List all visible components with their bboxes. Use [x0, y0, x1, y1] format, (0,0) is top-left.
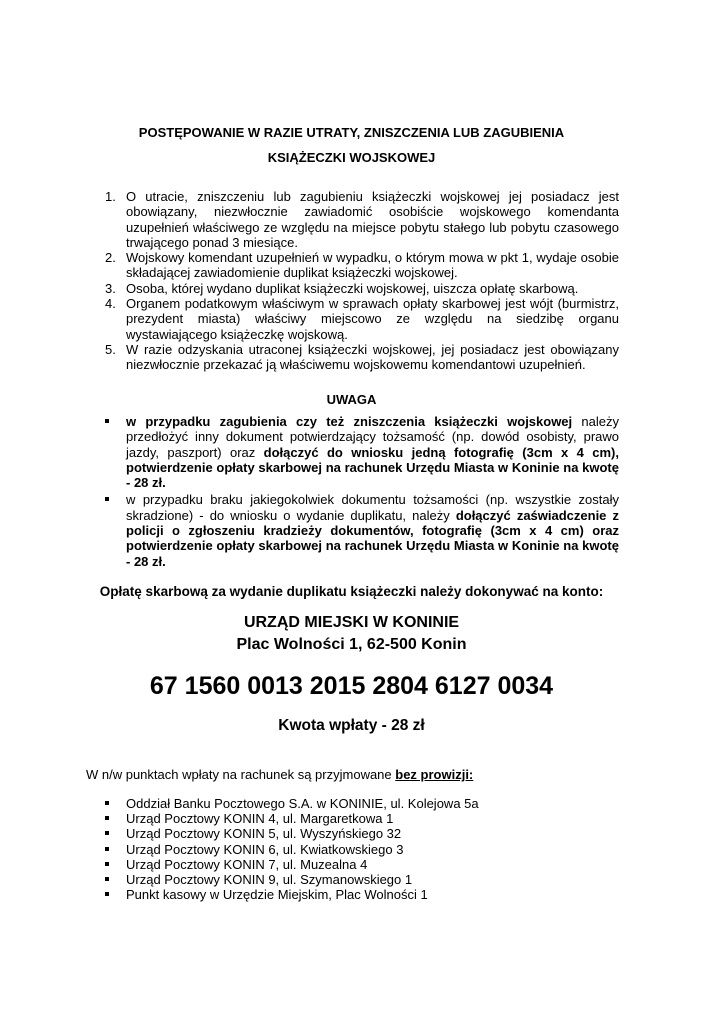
- square-bullet-icon: [105, 877, 109, 881]
- procedure-item: [105, 189, 619, 250]
- square-bullet-icon: [105, 419, 109, 423]
- item-text: Organem podatkowym właściwym w sprawach opłaty skarbowej jest wójt (burmistrz, prezydent miasta) właściwy miejscowo ze względu na siedzibę organu wystawiającego książeczkę wojskową.: [126, 296, 619, 342]
- payment-point-text: Urząd Pocztowy KONIN 9, ul. Szymanowskiego 1: [126, 872, 413, 888]
- payment-point-text: Urząd Pocztowy KONIN 4, ul. Margaretkowa 1: [126, 811, 394, 827]
- square-bullet-icon: [105, 862, 109, 866]
- note-text: należy przedłożyć inny dokument potwierdzający tożsamość (np. dowód osobisty, prawo jazdy, paszport) oraz: [126, 414, 619, 460]
- square-bullet-icon: [105, 801, 109, 805]
- document-title-line2: KSIĄŻECZKI WOJSKOWEJ: [267, 150, 436, 165]
- payment-point-text: Urząd Pocztowy KONIN 5, ul. Wyszyńskiego 32: [126, 826, 402, 842]
- note-bold-end: dołączyć zaświadczenie z policji o zgłoszeniu kradzieży dokumentów, fotografię (3cm x 4 cm) oraz potwierdzenie opłaty skarbowej na rachunek Urzędu Miasta w Koninie na kwotę - 28 zł.: [126, 507, 619, 569]
- square-bullet-icon: [105, 497, 109, 501]
- uwaga-heading: UWAGA: [326, 392, 377, 407]
- note-item-no-id: [105, 492, 619, 568]
- office-address: Plac Wolności 1, 62-500 Konin: [236, 636, 467, 653]
- payment-point: [105, 796, 625, 811]
- note-item-lost: [105, 414, 619, 490]
- payment-points-list: [105, 796, 625, 902]
- note-text: w przypadku braku jakiegokolwiek dokumentu tożsamości (np. wszystkie zostały skradzione) - do wniosku o wydanie duplikatu, należy: [126, 492, 619, 523]
- item-number: 1.: [105, 189, 116, 204]
- document-title-line1: POSTĘPOWANIE W RAZIE UTRATY, ZNISZCZENIA LUB ZAGUBIENIA: [138, 125, 565, 140]
- item-text: Wojskowy komendant uzupełnień w wypadku, o którym mowa w pkt 1, wydaje osobie składającej zawiadomienie duplikat książeczki wojskowej.: [126, 250, 619, 281]
- payment-point-text: Urząd Pocztowy KONIN 6, ul. Kwiatkowskiego 3: [126, 841, 404, 857]
- payment-point: [105, 811, 625, 826]
- square-bullet-icon: [105, 816, 109, 820]
- item-number: 5.: [105, 341, 116, 357]
- points-intro-text: W n/w punktach wpłaty na rachunek są przyjmowane: [86, 767, 396, 782]
- payment-point-text: Oddział Banku Pocztowego S.A. w KONINIE, ul. Kolejowa 5a: [126, 796, 479, 811]
- square-bullet-icon: [105, 847, 109, 851]
- item-text: W razie odzyskania utraconej książeczki wojskowej, jej posiadacz jest obowiązany niezwłocznie przekazać ją właściwemu wojskowemu komendantowi uzupełnień.: [126, 341, 619, 373]
- procedure-item: [105, 296, 619, 342]
- square-bullet-icon: [105, 892, 109, 896]
- note-bold-end: dołączyć do wniosku jedną fotografię (3cm x 4 cm), potwierdzenie opłaty skarbowej na rachunek Urzędu Miasta w Koninie na kwotę - 28 zł.: [126, 444, 619, 491]
- payment-point-text: Urząd Pocztowy KONIN 7, ul. Muzealna 4: [126, 856, 368, 872]
- square-bullet-icon: [105, 831, 109, 835]
- payment-amount: Kwota wpłaty - 28 zł: [278, 717, 425, 734]
- payment-point: [105, 826, 625, 841]
- procedure-item: [105, 250, 619, 281]
- payment-point: [105, 857, 625, 872]
- points-intro: [86, 767, 473, 782]
- item-number: 4.: [105, 296, 116, 312]
- item-text: O utracie, zniszczeniu lub zagubieniu książeczki wojskowej jej posiadacz jest obowiązany, niezwłocznie zawiadomić osobiście wojskowego komendanta uzupełnień właściwego ze względu na miejsce pobytu stałego lub pobytu czasowego trwającego ponad 3 miesiące.: [126, 189, 619, 250]
- payment-point: [105, 842, 625, 857]
- points-intro-underlined: bez prowizji:: [395, 767, 474, 782]
- item-number: 2.: [105, 250, 116, 266]
- note-bold-start: w przypadku zagubienia czy też zniszczenia książeczki wojskowej: [126, 414, 573, 429]
- payment-point-text: Punkt kasowy w Urzędzie Miejskim, Plac Wolności 1: [126, 887, 428, 903]
- account-number: 67 1560 0013 2015 2804 6127 0034: [149, 672, 554, 700]
- procedure-item: [105, 342, 619, 373]
- procedure-item: [105, 281, 619, 296]
- procedure-list: [105, 189, 619, 373]
- payment-point: [105, 887, 625, 902]
- payment-info: Opłatę skarbową za wydanie duplikatu książeczki należy dokonywać na konto:: [99, 584, 604, 599]
- payment-point: [105, 872, 625, 887]
- item-number: 3.: [105, 280, 116, 296]
- office-name: URZĄD MIEJSKI W KONINIE: [243, 614, 460, 631]
- notes-list: [105, 414, 619, 569]
- item-text: Osoba, której wydano duplikat książeczki wojskowej, uiszcza opłatę skarbową.: [126, 280, 579, 296]
